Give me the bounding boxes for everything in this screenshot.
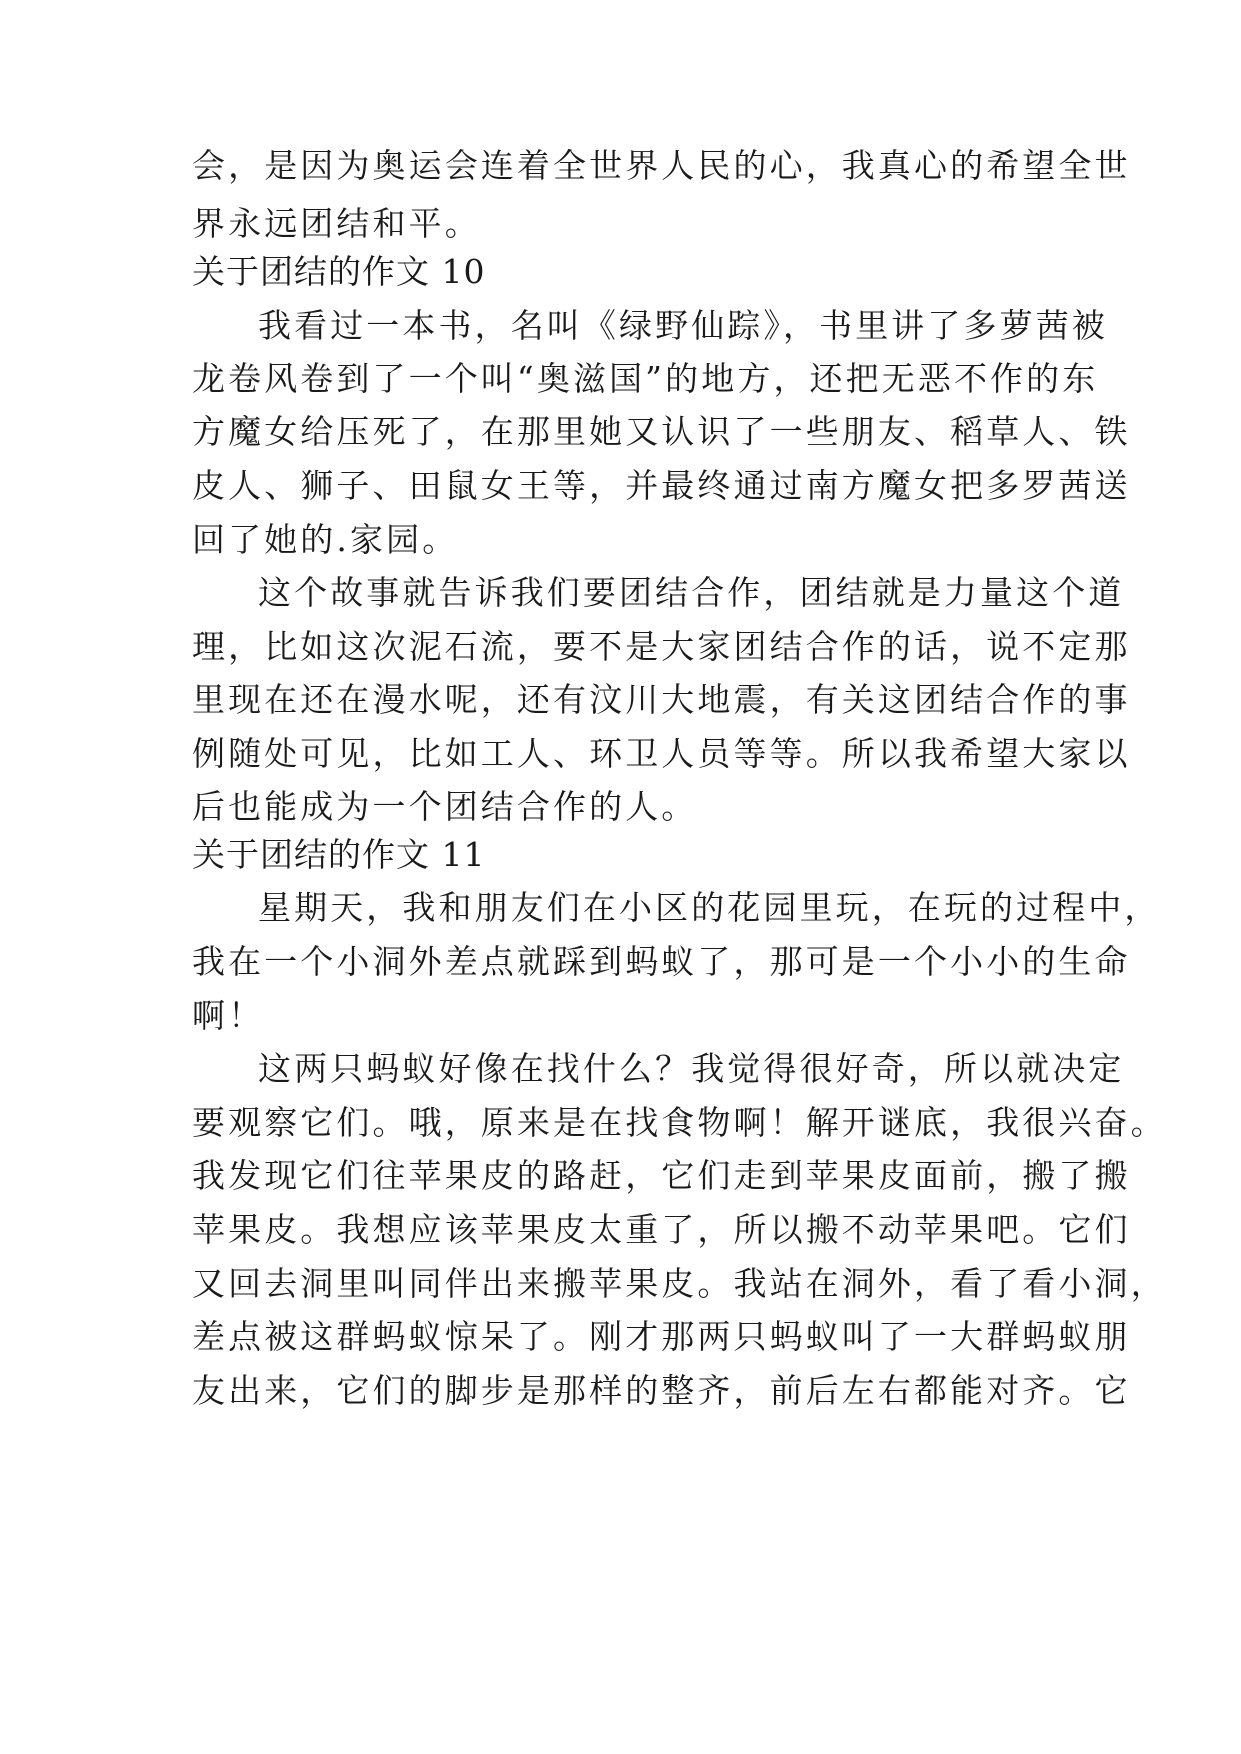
- paragraph-line: 要观察它们。哦，原来是在找食物啊！解开谜底，我很兴奋。: [192, 1103, 1167, 1142]
- paragraph-line: 回了她的.家园。: [192, 520, 459, 559]
- paragraph-line: 这个故事就告诉我们要团结合作，团结就是力量这个道: [258, 573, 1125, 612]
- paragraph-line: 又回去洞里叫同伴出来搬苹果皮。我站在洞外，看了看小洞，: [192, 1264, 1167, 1303]
- paragraph-line: 我看过一本书，名叫《绿野仙踪》，书里讲了多萝茜被: [258, 306, 1108, 345]
- section-heading: 关于团结的作文 10: [192, 252, 486, 291]
- paragraph-line: 里现在还在漫水呢，还有汶川大地震，有关这团结合作的事: [192, 680, 1131, 719]
- paragraph-line: 龙卷风卷到了一个叫“奥滋国”的地方，还把无恶不作的东: [192, 359, 1099, 398]
- paragraph-line: 我在一个小洞外差点就踩到蚂蚁了，那可是一个小小的生命: [192, 942, 1131, 981]
- paragraph-line: 苹果皮。我想应该苹果皮太重了，所以搬不动苹果吧。它们: [192, 1210, 1131, 1249]
- paragraph-line: 我发现它们往苹果皮的路赶，它们走到苹果皮面前，搬了搬: [192, 1156, 1131, 1195]
- paragraph-line: 后也能成为一个团结合作的人。: [192, 787, 698, 826]
- paragraph-line: 皮人、狮子、田鼠女王等，并最终通过南方魔女把多罗茜送: [192, 466, 1131, 505]
- paragraph-line: 星期天，我和朋友们在小区的花园里玩，在玩的过程中，: [258, 888, 1161, 927]
- paragraph-line: 啊！: [192, 996, 265, 1035]
- paragraph-line: 友出来，它们的脚步是那样的整齐，前后左右都能对齐。它: [192, 1371, 1131, 1410]
- paragraph-line: 这两只蚂蚁好像在找什么？我觉得很好奇，所以就决定: [258, 1049, 1125, 1088]
- paragraph-line: 理，比如这次泥石流，要不是大家团结合作的话，说不定那: [192, 627, 1131, 666]
- paragraph-line: 会，是因为奥运会连着全世界人民的心，我真心的希望全世: [192, 146, 1131, 185]
- paragraph-line: 差点被这群蚂蚁惊呆了。刚才那两只蚂蚁叫了一大群蚂蚁朋: [192, 1317, 1131, 1356]
- section-heading: 关于团结的作文 11: [192, 835, 486, 874]
- paragraph-line: 界永远团结和平。: [192, 204, 481, 243]
- paragraph-line: 方魔女给压死了，在那里她又认识了一些朋友、稻草人、铁: [192, 412, 1131, 451]
- paragraph-line: 例随处可见，比如工人、环卫人员等等。所以我希望大家以: [192, 734, 1131, 773]
